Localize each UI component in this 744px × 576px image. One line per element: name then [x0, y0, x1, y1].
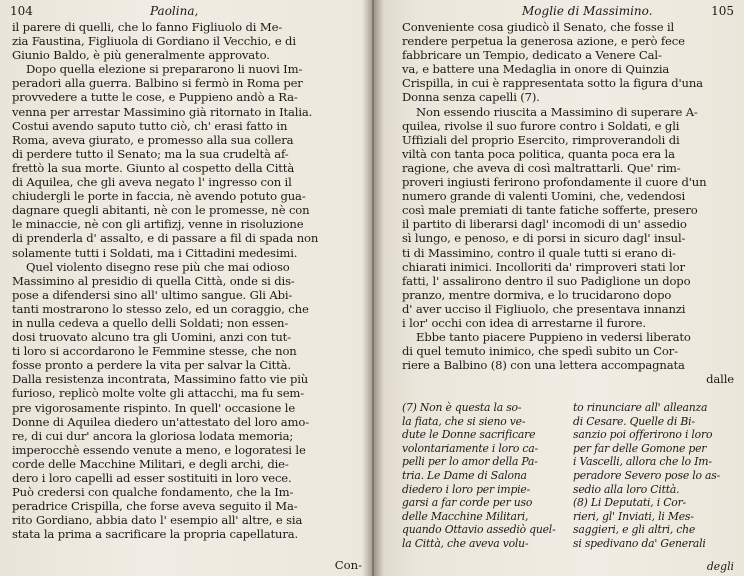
left-running-head: Paolina,: [150, 4, 199, 18]
text-line: Dalla resistenza incontrata, Massimino fatto vie più: [12, 372, 309, 387]
text-line: rieri, gl' Inviati, li Mes-: [573, 509, 694, 523]
text-line: pelli per lo amor della Pa-: [402, 455, 538, 469]
text-line: numero grande di valenti Uomini, che, vedendosi: [402, 189, 686, 204]
text-line: re, di cui dur' ancora la gloriosa lodata memoria;: [12, 428, 294, 443]
left-page-body: [12, 20, 362, 541]
text-line: il parere di quelli, che lo fanno Figliuolo di Me-: [12, 20, 283, 34]
text-line: Crispilla, in cui è rappresentata sotto la figura d'una: [402, 76, 703, 91]
text-line: dosi truovato alcuno tra gli Uomini, anzi con tut-: [12, 330, 291, 345]
text-line: di quel temuto inimico, che spedì subito un Cor-: [402, 344, 678, 359]
text-line: si spedivano da' Generali: [573, 536, 706, 550]
text-line: chiarati inimici. Incolloriti da' rimproveri stati lor: [402, 259, 685, 274]
text-line: ragione, che aveva di così maltrattarli. Que' rim-: [402, 160, 681, 175]
text-line: Donna senza capelli (7).: [402, 90, 540, 105]
text-line: la Città, che aveva volu-: [402, 536, 529, 550]
footnotes: [402, 401, 736, 551]
text-line: di perdere tutto il Senato; ma la sua crudeltà af-: [12, 146, 289, 161]
text-line: tria. Le Dame di Salona: [402, 468, 527, 482]
text-line: saggieri, e gli altri, che: [573, 523, 696, 537]
text-line: dute le Donne sacrificare: [402, 428, 536, 442]
text-line: (8) Li Deputati, i Cor-: [573, 496, 686, 510]
text-line: Roma, aveva giurato, e promesso alla sua collera: [12, 132, 294, 147]
text-line: garsi a far corde per uso: [402, 496, 533, 510]
text-line: sanzio poi offerirono i loro: [573, 428, 713, 442]
text-line: ti di Massimino, contro il quale tutti si erano di-: [402, 245, 676, 260]
text-line: sedio alla loro Città.: [573, 482, 680, 496]
text-line: rito Gordiano, abbia dato l' esempio all' altre, e sia: [12, 513, 303, 528]
text-line: d' aver ucciso il Figliuolo, che presentava innanzi: [402, 301, 686, 316]
text-line: dalle: [706, 372, 734, 387]
left-page-header: [10, 4, 362, 20]
text-line: Ebbe tanto piacere Puppieno in vedersi liberato: [416, 330, 691, 345]
text-line: di Cesare. Quelle di Bi-: [573, 414, 695, 428]
text-line: solamente tutti i Soldati, ma i Cittadini medesimi.: [12, 245, 298, 260]
text-line: peradrice Crispilla, che forse aveva seguito il Ma-: [12, 499, 298, 514]
text-line: zia Faustina, Figliuola di Gordiano il Vecchio, e di: [12, 34, 296, 49]
text-line: chiudergli le porte in faccia, nè avendo potuto gua-: [12, 189, 306, 204]
notes-catchword: degli: [706, 560, 734, 573]
text-line: Conveniente cosa giudicò il Senato, che fosse il: [402, 20, 675, 34]
footnotes-right-column: [573, 401, 736, 551]
text-line: Donne di Aquilea diedero un'attestato del loro amo-: [12, 414, 309, 429]
right-page: [372, 0, 744, 576]
text-line: rendere perpetua la generosa azione, e però fece: [402, 34, 685, 49]
text-line: le minaccie, nè con gli artifizj, venne in risoluzione: [12, 217, 304, 232]
text-line: quilea, rivolse il suo furore contro i Soldati, e gli: [402, 118, 680, 133]
left-catchword: Con-: [334, 558, 362, 572]
text-line: Giunio Baldo, è più generalmente approvato.: [12, 48, 270, 63]
text-line: Massimino al presidio di quella Città, onde si dis-: [12, 273, 295, 288]
text-line: pre vigorosamente rispinto. In quell' occasione le: [12, 400, 296, 415]
text-line: venna per arrestar Massimino già ritornato in Italia.: [12, 104, 313, 119]
text-line: di prenderla d' assalto, e di passare a fil di spada non: [12, 231, 319, 246]
right-running-head: Moglie di Massimino.: [522, 4, 653, 18]
text-line: di Aquilea, che gli aveva negato l' ingresso con il: [12, 175, 292, 190]
text-line: to rinunciare all' alleanza: [573, 401, 708, 414]
text-line: per far delle Gomone per: [573, 441, 707, 455]
text-line: i lor' occhi con idea di arrestarne il furore.: [402, 315, 646, 330]
text-line: dero i loro capelli ad esser sostituiti in loro vece.: [12, 471, 292, 485]
text-line: Non essendo riuscita a Massimino di superare A-: [416, 104, 698, 119]
text-line: Può credersi con qualche fondamento, che la Im-: [12, 485, 294, 500]
text-line: pose a difendersi sino all' ultimo sangue. Gli Abi-: [12, 287, 293, 302]
text-line: così male premiati di tante fatiche sofferte, presero: [402, 203, 698, 218]
text-line: tanti mostrarono lo stesso zelo, ed un coraggio, che: [12, 301, 309, 316]
text-line: sì lungo, e penoso, e di porsi in sicuro dagl' insul-: [402, 231, 686, 246]
text-line: in nulla cedeva a quello delli Soldati; non essen-: [12, 315, 289, 330]
text-line: Quel violento disegno rese più che mai odioso: [26, 259, 290, 274]
footnotes-left-column: [402, 401, 565, 551]
text-line: i Vascelli, allora che lo Im-: [573, 455, 712, 469]
text-line: fabbricare un Tempio, dedicato a Venere Cal-: [402, 48, 662, 63]
left-page-number: 104: [10, 4, 33, 18]
right-page-header: [382, 4, 734, 20]
text-line: quando Ottavio assediò quel-: [402, 523, 556, 537]
text-line: stata la prima a sacrificare la propria capellatura.: [12, 527, 299, 542]
text-line: viltà con tanta poca politica, quanta poca era la: [402, 146, 675, 161]
text-line: frettò la sua morte. Giunto al cospetto della Città: [12, 160, 295, 175]
text-line: dagnare quegli abitanti, nè con le promesse, nè con: [12, 203, 310, 218]
text-line: peradori alla guerra. Balbino si fermò in Roma per: [12, 76, 303, 91]
text-line: ti loro si accordarono le Femmine stesse, che non: [12, 344, 297, 359]
text-line: riere a Balbino (8) con una lettera accompagnata: [402, 358, 685, 373]
text-line: provvedere a tutte le cose, e Puppieno andò a Ra-: [12, 90, 298, 105]
text-line: la fiata, che si sieno ve-: [402, 414, 526, 428]
text-line: imperocchè essendo venute a meno, e logoratesi le: [12, 442, 306, 457]
text-line: proveri ingiusti ferirono profondamente il cuore d'un: [402, 175, 707, 190]
text-line: fosse pronto a perdere la vita per salvar la Città.: [12, 358, 291, 373]
text-line: peradore Severo pose lo as-: [573, 468, 721, 482]
text-line: pranzo, mentre dormiva, e lo trucidarono dopo: [402, 287, 672, 302]
text-line: (7) Non è questa la so-: [402, 401, 522, 414]
text-line: diedero i loro per impie-: [402, 482, 531, 496]
text-line: volontariamente i loro ca-: [402, 441, 538, 455]
text-line: Uffiziali del proprio Esercito, rimproverandoli di: [402, 132, 680, 147]
right-page-body: [402, 20, 734, 386]
text-line: furioso, replicò molte volte gli attacchi, ma fu sem-: [12, 386, 305, 401]
text-line: il partito di liberarsi dagl' incomodi di un' assedio: [402, 217, 687, 232]
text-line: Costui avendo saputo tutto ciò, ch' erasi fatto in: [12, 118, 288, 133]
text-line: fatti, l' assalirono dentro il suo Padiglione un dopo: [402, 273, 691, 288]
right-page-number: 105: [711, 4, 734, 18]
text-line: delle Macchine Militari,: [402, 509, 529, 523]
text-line: corde delle Macchine Militari, e degli archi, die-: [12, 456, 289, 471]
text-line: Dopo quella elezione si prepararono li nuovi Im-: [26, 62, 303, 77]
text-line: va, e battere una Medaglia in onore di Quinzia: [402, 62, 670, 77]
